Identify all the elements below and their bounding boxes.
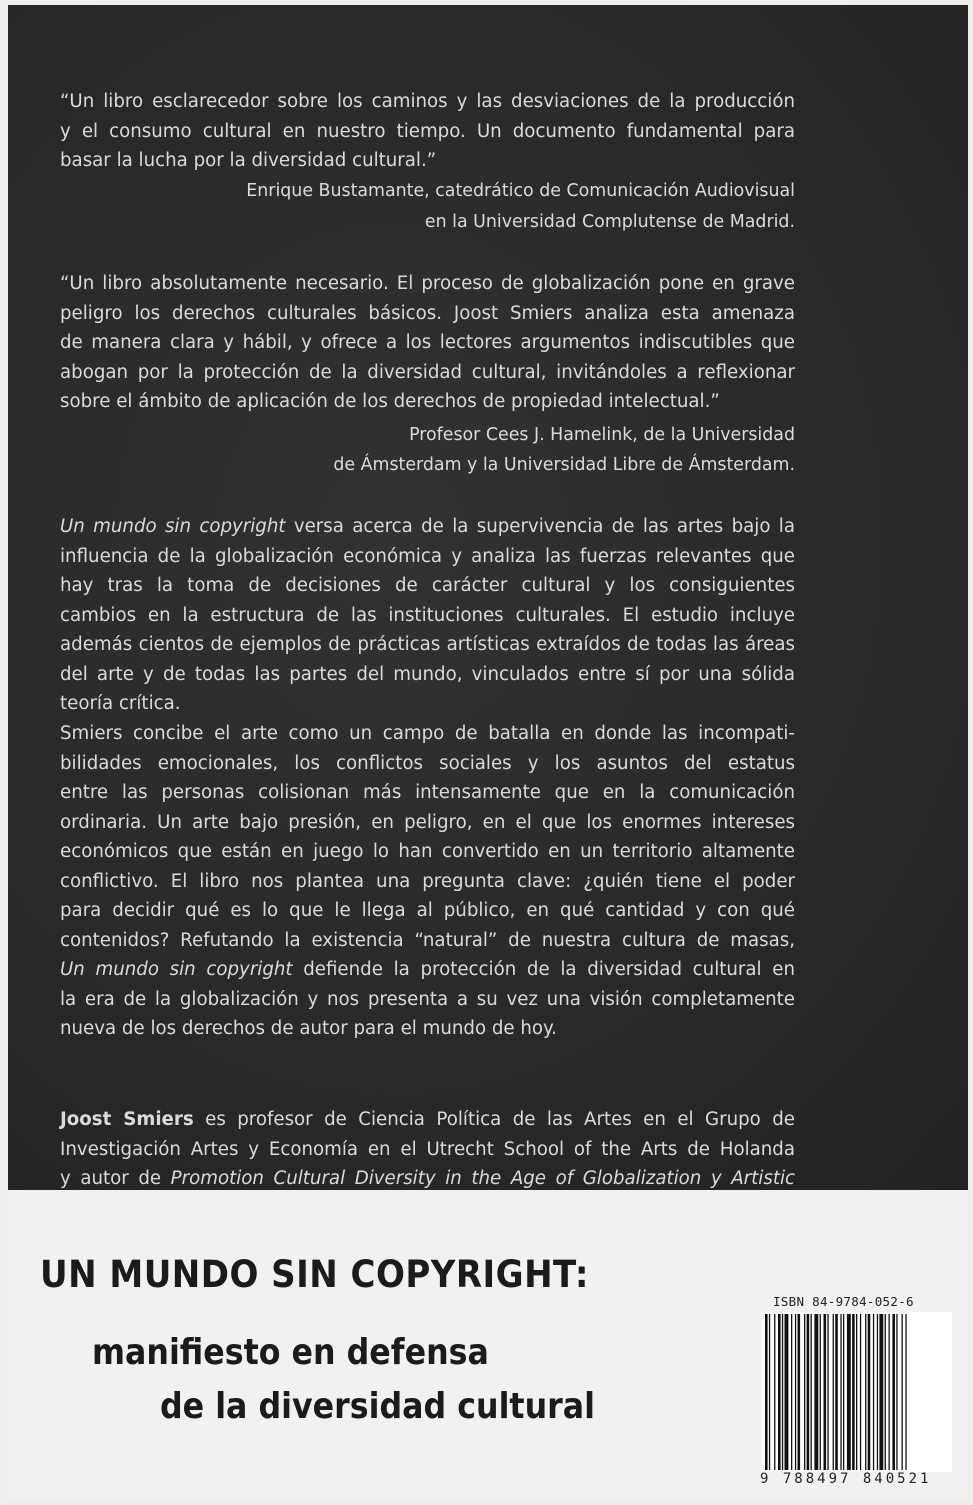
quote-2-line: abogan por la protección de la diversidad cultural, invitándoles a reflexionar <box>60 361 795 383</box>
bio-line <box>60 1164 795 1190</box>
quote-2-line: sobre el ámbito de aplicación de los derechos de propiedad intelectual.” <box>60 391 720 412</box>
quote-1-line: y el consumo cultural en nuestro tiempo. Un documento fundamental para <box>60 120 795 142</box>
author-bio <box>60 1105 795 1190</box>
description-line: conflictivo. El libro nos plantea una pregunta clave: ¿quién tiene el poder <box>60 870 795 892</box>
isbn-label: ISBN 84-9784-052-6 <box>773 1294 914 1309</box>
quote-1-author-line: en la Universidad Complutense de Madrid. <box>424 212 795 232</box>
description-line: bilidades emocionales, los conflictos sociales y los asuntos del estatus <box>60 752 795 774</box>
quote-2-author-line: Profesor Cees J. Hamelink, de la Universidad <box>409 425 795 445</box>
review-quote-1 <box>60 87 795 176</box>
description-line: entre las personas colisionan más intensamente que en la comunicación <box>60 782 795 803</box>
title-panel <box>8 1190 968 1498</box>
barcode-icon <box>762 1312 952 1472</box>
description-line-text: defiende la protección de la diversidad cultural en <box>292 959 795 980</box>
description-line: además cientos de ejemplos de prácticas artísticas extraídos de todas las áreas <box>60 634 795 655</box>
description-line: económicos que están en juego lo han convertido en un territorio altamente <box>60 841 795 862</box>
quote-2-line: “Un libro absolutamente necesario. El proceso de globalización pone en grave <box>60 273 795 294</box>
bio-italic-titles: Promotion Cultural Diversity in the Age of Globalization y Artistic <box>170 1168 795 1189</box>
bio-line <box>60 1105 795 1135</box>
bio-line: Investigación Artes y Economía en el Utrecht School of the Arts de Holanda <box>60 1138 795 1160</box>
description-line: hay tras la toma de decisiones de carácter cultural y los consiguientes <box>60 575 795 596</box>
bio-line-text: es profesor de Ciencia Política de las Artes en el Grupo de <box>193 1109 795 1130</box>
bio-line-text: y autor de <box>60 1168 171 1189</box>
description-line-text: versa acerca de la supervivencia de las artes bajo la <box>285 516 795 537</box>
description-line <box>60 955 795 985</box>
description-paragraph-1 <box>60 512 795 719</box>
quote-2-line: de manera clara y hábil, y ofrece a los lectores argumentos indiscutibles que <box>60 332 795 353</box>
book-title-italic: Un mundo sin copyright <box>60 516 286 537</box>
description-paragraph-2 <box>60 719 795 1044</box>
description-line: influencia de la globalización económica y analiza las fuerzas relevantes que <box>60 545 795 567</box>
book-title: UN MUNDO SIN COPYRIGHT: <box>40 1253 589 1296</box>
description-line: nueva de los derechos de autor para el mundo de hoy. <box>60 1018 557 1039</box>
quote-2-line: peligro los derechos culturales básicos. Joost Smiers analiza esta amenaza <box>60 302 795 324</box>
book-subtitle-line-1: manifiesto en defensa <box>92 1332 489 1373</box>
description-line: teoría crítica. <box>60 693 181 714</box>
quote-2-author-line: de Ámsterdam y la Universidad Libre de Ámsterdam. <box>333 455 795 475</box>
review-quote-1-author <box>60 176 795 238</box>
author-name: Joost Smiers <box>60 1109 194 1130</box>
description-line <box>60 512 795 542</box>
description-line: del arte y de todas las partes del mundo, vinculados entre sí por una sólida <box>60 663 795 685</box>
quote-1-line: basar la lucha por la diversidad cultural.” <box>60 150 437 171</box>
description-line: ordinaria. Un arte bajo presión, en peligro, en el que los enormes intereses <box>60 811 795 833</box>
review-quote-2-author <box>60 420 795 480</box>
quote-1-author-line: Enrique Bustamante, catedrático de Comunicación Audiovisual <box>246 181 795 201</box>
book-subtitle-line-2: de la diversidad cultural <box>160 1386 595 1427</box>
description-line: Smiers concibe el arte como un campo de batalla en donde las incompati- <box>60 723 795 744</box>
blurb-panel <box>8 5 968 1190</box>
description-line: para decidir qué es lo que le llega al público, en qué cantidad y con qué <box>60 900 795 921</box>
description-line: contenidos? Refutando la existencia “natural” de nuestra cultura de masas, <box>60 929 795 951</box>
barcode-digits: 9 788497 840521 <box>760 1471 932 1487</box>
description-line: cambios en la estructura de las instituciones culturales. El estudio incluye <box>60 604 795 626</box>
description-line: la era de la globalización y nos presenta a su vez una visión completamente <box>60 988 795 1010</box>
review-quote-2 <box>60 269 795 417</box>
book-title-italic: Un mundo sin copyright <box>60 959 293 980</box>
quote-1-line: “Un libro esclarecedor sobre los caminos y las desviaciones de la producción <box>60 91 795 112</box>
